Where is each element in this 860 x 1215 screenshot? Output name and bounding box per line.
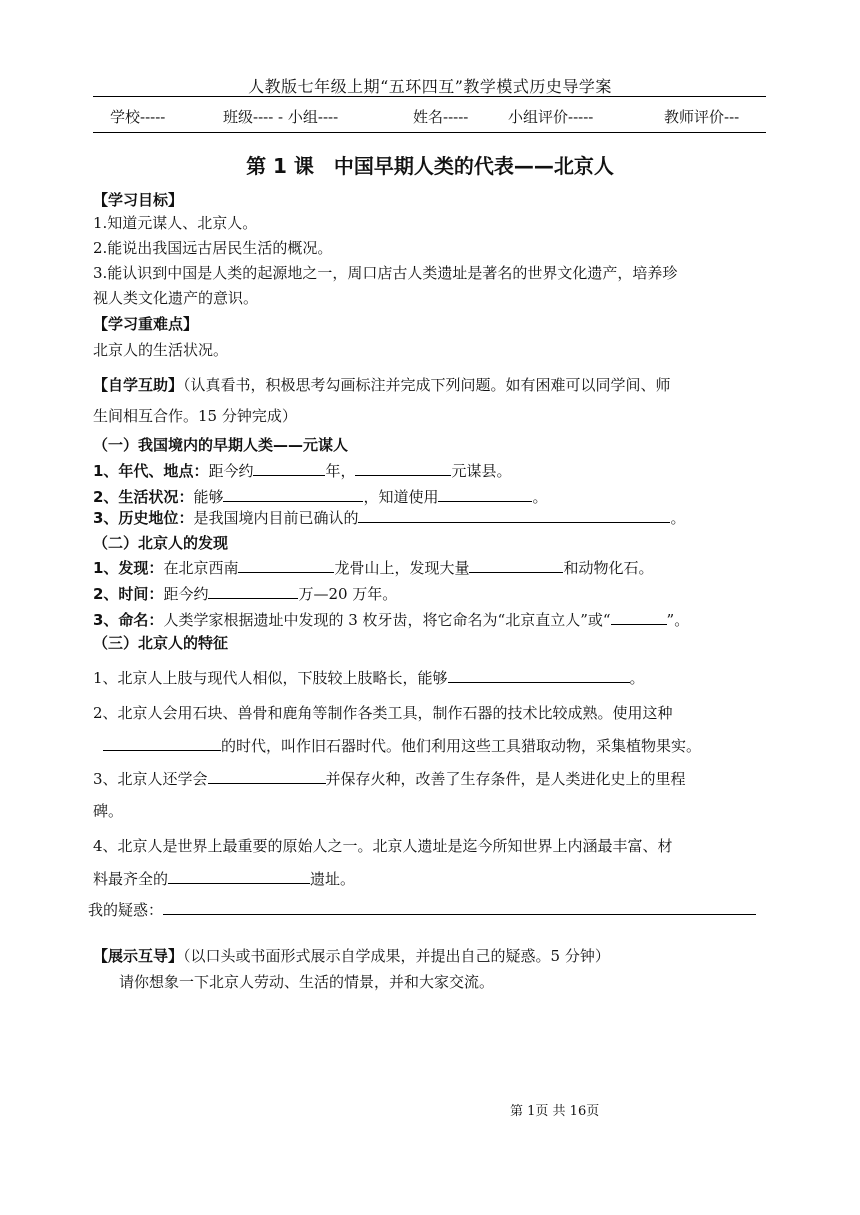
answer-blank[interactable]: [469, 558, 563, 573]
objective-item: 3.能认识到中国是人类的起源地之一，周口店古人类遗址是著名的世界文化遗产，培养珍: [93, 264, 678, 282]
section1-question-1: 1、年代、地点：距今约 年， 元谋县。: [93, 462, 512, 480]
section2-question-3: 3、命名：人类学家根据遗址中发现的 3 枚牙齿，将它命名为“北京直立人”或“ ”。: [93, 611, 690, 629]
section2-question-1: 1、发现：在北京西南 龙骨山上，发现大量 和动物化石。: [93, 559, 654, 577]
section3-paragraph-4: 4、北京人是世界上最重要的原始人之一。北京人遗址是迄今所知世界上内涵最丰富、材: [93, 837, 673, 855]
teacher-evaluation-field: 教师评价---: [664, 108, 740, 126]
header-title: 人教版七年级上期“五环四互”教学模式历史导学案: [248, 77, 612, 96]
section3-paragraph-3-cont: 碑。: [93, 802, 124, 820]
doubts-label: 我的疑惑：: [88, 901, 164, 919]
key-points-text: 北京人的生活状况。: [93, 341, 229, 359]
page-number: 第 1页 共 16页: [510, 1104, 600, 1119]
answer-blank[interactable]: [253, 461, 325, 476]
answer-blank[interactable]: [355, 461, 451, 476]
self-study-intro-text: （认真看书，积极思考勾画标注并完成下列问题。如有困难可以同学间、师: [183, 376, 671, 394]
display-heading: 【展示互导】: [93, 947, 184, 965]
section1-question-2: 2、生活状况：能够 ，知道使用 。: [93, 488, 548, 506]
section3-paragraph-3: 3、北京人还学会 并保存火种，改善了生存条件，是人类进化史上的里程: [93, 770, 686, 788]
answer-blank[interactable]: [208, 584, 298, 599]
answer-blank[interactable]: [223, 487, 363, 502]
name-field: 姓名-----: [413, 108, 469, 126]
objectives-heading: 【学习目标】: [93, 191, 184, 209]
section1-heading: （一）我国境内的早期人类——元谋人: [93, 436, 349, 454]
objective-item: 视人类文化遗产的意识。: [93, 289, 259, 307]
section3-paragraph-4-cont: 料最齐全的 遗址。: [93, 870, 356, 888]
header-top-rule: [93, 96, 766, 97]
answer-blank[interactable]: [358, 508, 670, 523]
answer-blank[interactable]: [103, 736, 221, 751]
section2-question-2: 2、时间：距今约 万—20 万年。: [93, 585, 398, 603]
key-points-heading: 【学习重难点】: [93, 315, 199, 333]
class-group-field: 班级---- - 小组----: [223, 108, 339, 126]
objective-item: 1.知道元谋人、北京人。: [93, 214, 258, 232]
answer-blank[interactable]: [208, 769, 326, 784]
header-bottom-rule: [93, 132, 766, 133]
answer-blank[interactable]: [611, 610, 667, 625]
section3-paragraph-1: 1、北京人上肢与现代人相似，下肢较上肢略长，能够 。: [93, 669, 645, 687]
answer-blank[interactable]: [238, 558, 334, 573]
objective-item: 2.能说出我国远古居民生活的概况。: [93, 239, 333, 257]
self-study-intro: [93, 374, 671, 395]
doubts-input-line[interactable]: [163, 900, 756, 915]
section1-question-3: 3、历史地位：是我国境内目前已确认的 。: [93, 509, 686, 527]
display-intro: 【展示互导】（以口头或书面形式展示自学成果，并提出自己的疑惑。5 分钟）: [93, 947, 610, 965]
doubts-line: [88, 899, 756, 920]
section2-heading: （二）北京人的发现: [93, 534, 229, 552]
display-text: 请你想象一下北京人劳动、生活的情景，并和大家交流。: [119, 973, 495, 991]
self-study-intro-cont: 生间相互合作。15 分钟完成）: [93, 407, 297, 425]
section3-paragraph-2: 2、北京人会用石块、兽骨和鹿角等制作各类工具，制作石器的技术比较成熟。使用这种: [93, 704, 673, 722]
section3-paragraph-2-cont: 的时代，叫作旧石器时代。他们利用这些工具猎取动物，采集植物果实。: [103, 735, 701, 756]
school-field: 学校-----: [110, 108, 166, 126]
section3-heading: （三）北京人的特征: [93, 634, 229, 652]
answer-blank[interactable]: [448, 668, 630, 683]
lesson-title: 第 1 课 中国早期人类的代表——北京人: [246, 154, 614, 178]
group-evaluation-field: 小组评价-----: [508, 108, 594, 126]
answer-blank[interactable]: [168, 869, 310, 884]
self-study-heading: 【自学互助】: [93, 376, 184, 394]
answer-blank[interactable]: [438, 487, 532, 502]
